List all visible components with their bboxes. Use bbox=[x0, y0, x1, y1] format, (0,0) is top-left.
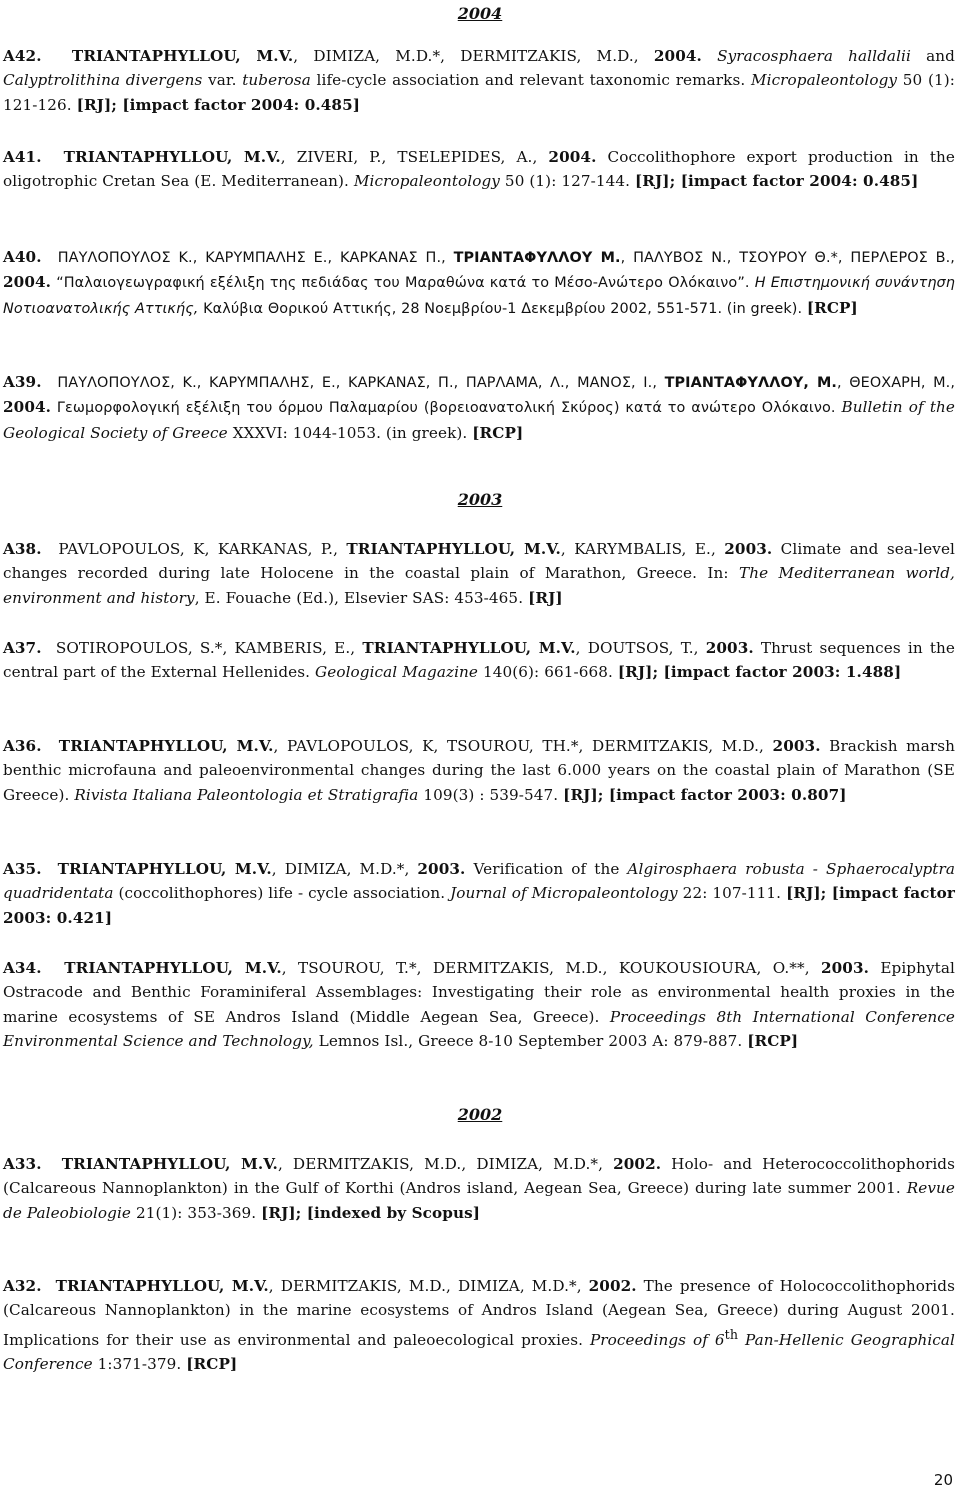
publication-entry bbox=[3, 537, 955, 610]
taxon-name: Algirosphaera robusta - Sphaerocalyptra quadridentata bbox=[3, 860, 955, 903]
journal-name: Proceedings 8th International Conference Environmental Science and Technology, bbox=[3, 1007, 955, 1051]
entry-year: 2003. bbox=[417, 860, 466, 878]
journal-name: The Mediterranean world, environment and history bbox=[3, 564, 955, 607]
entry-title: Coccolithophore export production in the oligotrophic Cretan Sea (E. Mediterranean). bbox=[3, 148, 955, 191]
journal-name: Proceedings of 6 bbox=[589, 1330, 725, 1349]
publication-entry bbox=[3, 145, 955, 194]
entry-title: Γεωμορφολογική εξέλιξη του όρμου Παλαμαρίου (βορειοανατολική Σκύρος) κατά το ανώτερο Ολόκαινο. bbox=[51, 400, 842, 417]
reference-details: Lemnos Isl., Greece 8-10 September 2003 A: 879-887. bbox=[313, 1032, 748, 1051]
entry-id: A41. bbox=[3, 148, 42, 166]
entry-id: A42. bbox=[3, 47, 42, 65]
publication-entry: A35. TRIANTAPHYLLOU, M.V., DIMIZA, M.D.*, 2003. Verification of the Algirosphaera robusta - Sphaerocalyptra quadridentata (coccolithophores) life - cycle association. Journal of Micropaleontology 22: 107-111. [RJ]; [impact factor 2003: 0.421] bbox=[3, 860, 955, 927]
co-authors: ΠΑΥΛΟΠΟΥΛΟΣ, Κ., ΚΑΡΥΜΠΑΛΗΣ, Ε., ΚΑΡΚΑΝΑΣ, Π., ΠΑΡΛΑΜΑ, Λ., ΜΑΝΟΣ, Ι., bbox=[57, 375, 665, 391]
co-authors: , DIMIZA, M.D.*, DERMITZAKIS, M.D., bbox=[293, 47, 654, 65]
journal-name: Rivista Italiana Paleontologia et Stratigrafia bbox=[74, 785, 419, 804]
year-heading-2003: 2003 bbox=[457, 490, 503, 509]
entry-id: A34. bbox=[3, 959, 42, 977]
author-highlight: TRIANTAPHYLLOU, M.V. bbox=[346, 540, 561, 558]
reference-details: 109(3) : 539-547. bbox=[418, 785, 564, 804]
journal-name: Pan-Hellenic Geographical Conference bbox=[3, 1330, 955, 1374]
entry-title: Holo- and Heterococcolithophorids (Calcareous Nannoplankton) in the Gulf of Korthi (Andros island, Aegean Sea, Greece) during late summer 2001. bbox=[3, 1155, 956, 1198]
index-tag: [RJ]; [impact factor 2004: 0.485] bbox=[76, 95, 361, 114]
co-authors: , KARYMBALIS, E., bbox=[560, 540, 725, 558]
reference-details: Καλύβια Θορικού Αττικής, 28 Νοεμβρίου-1 Δεκεμβρίου 2002, 551-571. (in greek). bbox=[198, 300, 807, 317]
journal-name: Bulletin of the Geological Society of Greece bbox=[3, 398, 955, 442]
journal-name: Η Επιστημονική συνάντηση Νοτιοανατολικής Αττικής, bbox=[3, 275, 955, 317]
entry-id: A40. bbox=[3, 248, 42, 266]
entry-id: A35. bbox=[3, 860, 42, 878]
co-authors: , DIMIZA, M.D.*, bbox=[271, 860, 418, 878]
publication-entry bbox=[3, 956, 955, 1054]
entry-year: 2004. bbox=[548, 148, 597, 166]
entry-title: life-cycle association and relevant taxonomic remarks. bbox=[310, 71, 751, 90]
index-tag: [RJ]; [impact factor 2003: 1.488] bbox=[617, 663, 902, 682]
reference-details: 1:371-379. bbox=[92, 1355, 187, 1374]
entry-year: 2002. bbox=[588, 1277, 637, 1295]
publication-entry bbox=[3, 1152, 955, 1225]
entry-title: (coccolithophores) life - cycle association. bbox=[113, 884, 451, 903]
co-authors: , DERMITZAKIS, M.D., DIMIZA, M.D.*, bbox=[268, 1277, 589, 1295]
publication-entry: A42. TRIANTAPHYLLOU, M.V., DIMIZA, M.D.*, DERMITZAKIS, M.D., 2004. Syracosphaera halldalii and Calyptrolithina divergens var. tuberosa life-cycle association and relevant taxonomic remarks. Micropaleontology 50 (1): 121-126. [RJ]; [impact factor 2004: 0.485] bbox=[3, 47, 955, 114]
index-tag: [RJ]; [impact factor 2003: 0.807] bbox=[563, 785, 847, 804]
entry-id: A37. bbox=[3, 639, 42, 657]
entry-title: “Παλαιογεωγραφική εξέλιξη της πεδιάδας του Μαραθώνα κατά το Μέσο-Ανώτερο Ολόκαινο”. bbox=[51, 275, 755, 292]
co-authors: , DERMITZAKIS, M.D., DIMIZA, M.D.*, bbox=[277, 1155, 614, 1173]
entry-id: A38. bbox=[3, 540, 42, 558]
entry-title: Epiphytal Ostracode and Benthic Foraminiferal Assemblages: Investigating their role as environmental health proxies in the marine ecosystems of SE Andros Island (Middle Aegean Sea, Greece). bbox=[3, 959, 956, 1026]
taxon-name: Syracosphaera halldalii bbox=[717, 47, 911, 65]
year-heading-2002: 2002 bbox=[457, 1105, 503, 1124]
reference-details: , E. Fouache (Ed.), Elsevier SAS: 453-465. bbox=[194, 588, 529, 607]
author-highlight: TRIANTAPHYLLOU, M.V. bbox=[55, 1277, 269, 1295]
reference-details: 140(6): 661-668. bbox=[478, 663, 618, 682]
author-highlight: TRIANTAPHYLLOU, M.V. bbox=[63, 148, 281, 166]
author-highlight: ΤΡΙΑΝΤΑΦΥΛΛΟΥ, Μ. bbox=[664, 375, 837, 391]
author-highlight: TRIANTAPHYLLOU, M.V. bbox=[61, 1155, 278, 1173]
entry-year: 2004. bbox=[3, 273, 52, 292]
author-highlight: TRIANTAPHYLLOU, M.V. bbox=[58, 737, 274, 755]
journal-name: Revue de Paleobiologie bbox=[3, 1179, 955, 1222]
taxon-name: Calyptrolithina divergens bbox=[3, 71, 203, 90]
co-authors: , ZIVERI, P., TSELEPIDES, A., bbox=[280, 148, 549, 166]
co-authors: PAVLOPOULOS, K, KARKANAS, P., bbox=[58, 540, 347, 558]
journal-name: Micropaleontology bbox=[353, 172, 500, 191]
publication-entry bbox=[3, 636, 955, 685]
taxon-name: tuberosa bbox=[242, 71, 311, 90]
reference-details: XXXVI: 1044-1053. (in greek). bbox=[227, 423, 473, 442]
co-authors: , ΠΑΛΥΒΟΣ Ν., ΤΣΟΥΡΟΥ Θ.*, ΠΕΡΛΕΡΟΣ Β., bbox=[620, 250, 955, 266]
author-highlight: TRIANTAPHYLLOU, M.V. bbox=[362, 639, 576, 657]
entry-id: A36. bbox=[3, 737, 42, 755]
entry-title: Climate and sea-level changes recorded during late Holocene in the coastal plain of Marathon, Greece. In: bbox=[3, 540, 955, 583]
publication-entry bbox=[3, 1274, 955, 1377]
reference-details: 22: 107-111. bbox=[677, 884, 787, 903]
journal-name: Micropaleontology bbox=[750, 71, 898, 90]
co-authors: , PAVLOPOULOS, K, TSOUROU, TH.*, DERMITZAKIS, M.D., bbox=[273, 737, 773, 755]
author-highlight: TRIANTAPHYLLOU, M.V. bbox=[64, 959, 282, 977]
publication-entry bbox=[3, 734, 955, 807]
entry-id: A33. bbox=[3, 1155, 42, 1173]
superscript: th bbox=[724, 1326, 739, 1342]
entry-year: 2004. bbox=[3, 398, 52, 417]
journal-name: Journal of Micropaleontology bbox=[450, 884, 678, 903]
page-number: 20 bbox=[933, 1471, 953, 1489]
index-tag: [RCP] bbox=[186, 1355, 238, 1374]
reference-details: 21(1): 353-369. bbox=[131, 1203, 262, 1222]
entry-title: Thrust sequences in the central part of the External Hellenides. bbox=[3, 639, 956, 682]
entry-title: The presence of Holococcolithophorids (Calcareous Nannoplankton) in the marine ecosystems of Andros Island (Aegean Sea, Greece) during August 2001. Implications for their use as environmental and paleoecological proxies. bbox=[3, 1277, 955, 1349]
author-highlight: TRIANTAPHYLLOU, M.V. bbox=[57, 860, 272, 878]
publication-entry bbox=[3, 245, 955, 321]
author-highlight: ΤΡΙΑΝΤΑΦΥΛΛΟΥ Μ. bbox=[453, 250, 621, 266]
co-authors: , TSOUROU, T.*, DERMITZAKIS, M.D., KOUKOUSIOURA, O.**, bbox=[281, 959, 821, 977]
co-authors: , DOUTSOS, T., bbox=[575, 639, 706, 657]
entry-id: A32. bbox=[3, 1277, 42, 1295]
entry-year: 2003. bbox=[724, 540, 773, 558]
author-highlight: TRIANTAPHYLLOU, M.V. bbox=[71, 47, 294, 65]
co-authors: SOTIROPOULOS, S.*, KAMBERIS, E., bbox=[55, 639, 363, 657]
index-tag: [RJ]; [impact factor 2003: 0.421] bbox=[3, 884, 955, 927]
co-authors: , ΘΕΟΧΑΡΗ, Μ., bbox=[836, 375, 956, 391]
index-tag: [RJ] bbox=[528, 588, 563, 607]
entry-title: Brackish marsh benthic microfauna and paleoenvironmental changes during the last 6.000 years on the coastal plain of Marathon (SE Greece). bbox=[3, 737, 955, 804]
entry-year: 2003. bbox=[705, 639, 754, 657]
entry-year: 2002. bbox=[613, 1155, 662, 1173]
year-heading-2004: 2004 bbox=[457, 4, 503, 23]
index-tag: [RCP] bbox=[806, 298, 858, 317]
entry-year: 2003. bbox=[820, 959, 870, 977]
index-tag: [RJ]; [impact factor 2004: 0.485] bbox=[635, 172, 919, 191]
reference-details: 50 (1): 121-126. bbox=[3, 71, 955, 114]
entry-year: 2003. bbox=[772, 737, 821, 755]
index-tag: [RCP] bbox=[747, 1032, 799, 1051]
index-tag: [RCP] bbox=[472, 423, 524, 442]
entry-year: 2004. bbox=[653, 47, 702, 65]
entry-id: A39. bbox=[3, 373, 42, 391]
publication-entry bbox=[3, 370, 955, 445]
journal-name: Geological Magazine bbox=[315, 663, 479, 682]
co-authors: ΠΑΥΛΟΠΟΥΛΟΣ Κ., ΚΑΡΥΜΠΑΛΗΣ Ε., ΚΑΡΚΑΝΑΣ Π., bbox=[57, 250, 454, 266]
reference-details: 50 (1): 127-144. bbox=[500, 172, 636, 191]
index-tag: [RJ]; [indexed by Scopus] bbox=[261, 1203, 481, 1222]
